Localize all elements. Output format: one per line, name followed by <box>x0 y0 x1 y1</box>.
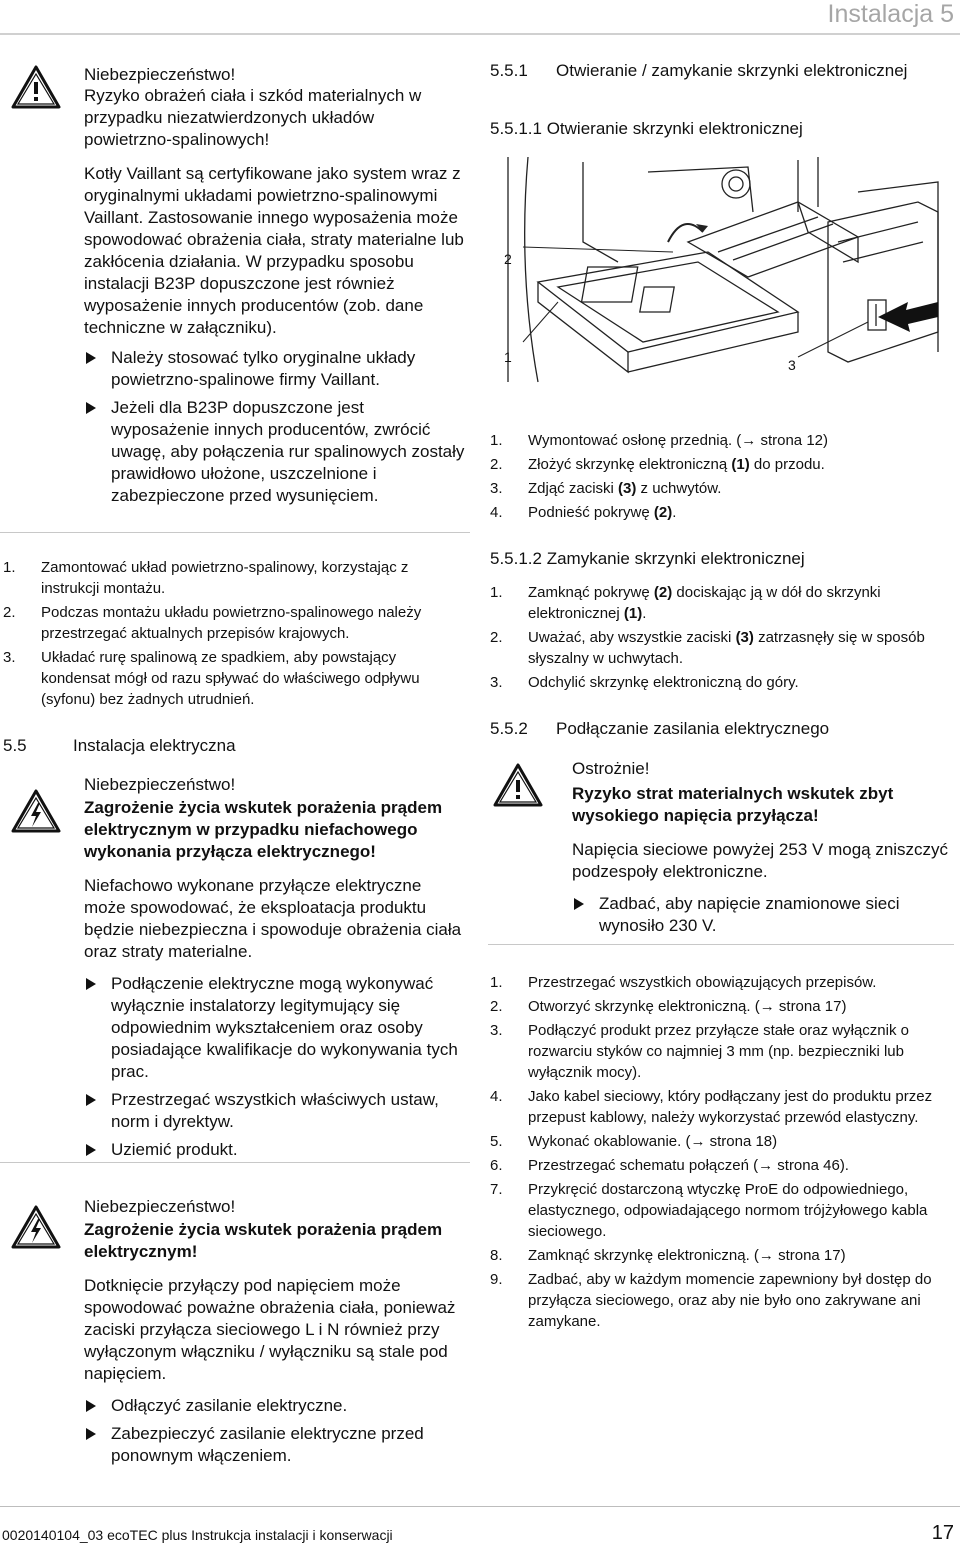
footer-divider <box>0 1506 960 1507</box>
list-item: 1. Zamontować układ powietrzno-spalinowy, korzystając z instrukcji montażu. <box>3 559 409 597</box>
electric-hazard-icon <box>10 1204 62 1250</box>
install-steps <box>3 557 468 713</box>
bullet-item: Zabezpieczyć zasilanie elektryczne przed ponownym włączeniem. <box>84 1423 466 1467</box>
list-item: 4. Jako kabel sieciowy, który podłączany jest do produktu przez przepust kablowy, należy wykorzystać przewód elastyczny. <box>490 1088 933 1126</box>
list-item: 2. Uważać, aby wszystkie zaciski (3) zatrzasnęły się w sposób słyszalny w uchwytach. <box>490 629 925 667</box>
list-item: 2. Podczas montażu układu powietrzno-spalinowego należy przestrzegać aktualnych przepisów krajowych. <box>3 604 422 642</box>
warning-triangle-icon <box>492 762 544 808</box>
page-number: 17 <box>931 1522 954 1544</box>
header-divider <box>0 33 960 35</box>
list-item: 7. Przykręcić dostarczoną wtyczkę ProE do odpowiedniego, elastycznego, odpowiadającego normom trójżyłowego kabla sieciowego. <box>490 1181 928 1240</box>
section-heading: 5.5.1 Otwieranie / zamykanie skrzynki elektronicznej <box>490 61 908 80</box>
warning-box-gas <box>0 48 470 533</box>
caution-subtitle: Ryzyko strat materialnych wskutek zbyt wysokiego napięcia przyłącza! <box>572 784 894 825</box>
section-heading: 5.5 Instalacja elektryczna <box>3 736 236 755</box>
list-item: 1. Zamknąć pokrywę (2) dociskając ją w dół do skrzynki elektronicznej (1). <box>490 584 881 622</box>
list-item: 2. Złożyć skrzynkę elektroniczną (1) do przodu. <box>490 456 825 473</box>
caution-text: Napięcia sieciowe powyżej 253 V mogą zniszczyć podzespoły elektroniczne. <box>572 840 949 881</box>
warning-title: Niebezpieczeństwo! <box>84 65 236 84</box>
list-item: 4. Podnieść pokrywę (2). <box>490 504 677 521</box>
bullet-item: Przestrzegać wszystkich właściwych ustaw, norm i dyrektyw. <box>84 1089 466 1133</box>
caution-box <box>488 748 954 945</box>
warning-text: Dotknięcie przyłączy pod napięciem może spowodować poważne obrażenia ciała, ponieważ zaciski przyłącza sieciowego L i N również przy wyłączonym włączniku / wyłączniku są stale pod napięciem. <box>84 1276 456 1383</box>
electronics-box-figure <box>498 152 946 392</box>
close-steps <box>490 582 952 696</box>
bullet-item: Uziemić produkt. <box>84 1139 466 1161</box>
list-item: 2. Otworzyć skrzynkę elektroniczną. (→ strona 17) <box>490 998 847 1015</box>
caution-title: Ostrożnie! <box>572 759 650 778</box>
warning-title: Niebezpieczeństwo! <box>84 775 236 794</box>
subsection-heading: 5.5.1.1 Otwieranie skrzynki elektronicznej <box>490 119 803 138</box>
header-title: Instalacja 5 <box>827 0 954 28</box>
warning-box-electric <box>0 764 470 1163</box>
subsection-heading: 5.5.1.2 Zamykanie skrzynki elektronicznej <box>490 549 805 568</box>
list-item: 8. Zamknąć skrzynkę elektroniczną. (→ strona 17) <box>490 1247 846 1264</box>
bullet-item: Odłączyć zasilanie elektryczne. <box>84 1395 466 1417</box>
warning-triangle-icon <box>10 64 62 110</box>
warning-box-live-terminals <box>0 1186 470 1476</box>
list-item: 9. Zadbać, aby w każdym momencie zapewniony był dostęp do przyłącza sieciowego, oraz aby nie było ono zakrywane ani zamykane. <box>490 1271 932 1330</box>
list-item: 3. Układać rurę spalinową ze spadkiem, aby powstający kondensat mógł od razu spływać do właściwego odpływu (syfonu) bez żadnych utrudnień. <box>3 649 420 708</box>
warning-text: Niefachowo wykonane przyłącze elektryczne może spowodować, że eksploatacja produktu będzie niebezpieczna i spowoduje obrażenia ciała oraz straty materialne. <box>84 876 462 961</box>
open-steps <box>490 430 952 526</box>
footer-doc-title: 0020140104_03 ecoTEC plus Instrukcja instalacji i konserwacji <box>2 1527 393 1543</box>
section-heading: 5.5.2 Podłączanie zasilania elektrycznego <box>490 719 830 738</box>
list-item: 3. Odchylić skrzynkę elektroniczną do góry. <box>490 674 799 691</box>
warning-subtitle: Zagrożenie życia wskutek porażenia prądem elektrycznym! <box>84 1220 443 1261</box>
figure-label-2: 2 <box>504 251 512 267</box>
electric-hazard-icon <box>10 788 62 834</box>
figure-label-3: 3 <box>788 357 796 373</box>
warning-subtitle: Ryzyko obrażeń ciała i szkód materialnych w przypadku niezatwierdzonych układów powietrzno-spalinowych! <box>84 86 422 149</box>
figure-label-1: 1 <box>504 349 512 365</box>
bullet-item: Podłączenie elektryczne mogą wykonywać wyłącznie instalatorzy legitymujący się odpowiednim wykształceniem oraz osoby posiadające kwalifikacje do wykonywania tych prac. <box>84 973 466 1083</box>
list-item: 1. Wymontować osłonę przednią. (→ strona 12) <box>490 432 828 449</box>
bullet-item: Należy stosować tylko oryginalne układy powietrzno-spalinowe firmy Vaillant. <box>84 347 466 391</box>
power-steps <box>490 972 952 1335</box>
warning-text: Kotły Vaillant są certyfikowane jako system wraz z oryginalnymi układami powietrzno-spalinowymi Vaillant. Zastosowanie innego wyposażenia może spowodować obrażenia ciała, straty materialne lub zakłócenia działania. W przypadku sposobu instalacji B23P dopuszczone jest również wyposażenie innych producentów (zob. dane techniczne w załączniku). <box>84 164 464 337</box>
bullet-item: Jeżeli dla B23P dopuszczone jest wyposażenie innych producentów, zwrócić uwagę, aby połączenia rur spalinowych zostały prawidłowo ułożone, uszczelnione i zabezpieczone przed wysunięciem. <box>84 397 466 507</box>
bullet-item: Zadbać, aby napięcie znamionowe sieci wynosiło 230 V. <box>572 893 950 937</box>
list-item: 3. Podłączyć produkt przez przyłącze stałe oraz wyłącznik o rozwarciu styków co najmniej 3 mm (np. bezpieczniki lub wyłącznik mocy). <box>490 1022 909 1081</box>
list-item: 6. Przestrzegać schematu połączeń (→ strona 46). <box>490 1157 849 1174</box>
list-item: 1. Przestrzegać wszystkich obowiązujących przepisów. <box>490 974 877 991</box>
list-item: 5. Wykonać okablowanie. (→ strona 18) <box>490 1133 778 1150</box>
warning-subtitle: Zagrożenie życia wskutek porażenia prądem elektrycznym w przypadku niefachowego wykonania przyłącza elektrycznego! <box>84 798 443 861</box>
warning-title: Niebezpieczeństwo! <box>84 1197 236 1216</box>
list-item: 3. Zdjąć zaciski (3) z uchwytów. <box>490 480 722 497</box>
